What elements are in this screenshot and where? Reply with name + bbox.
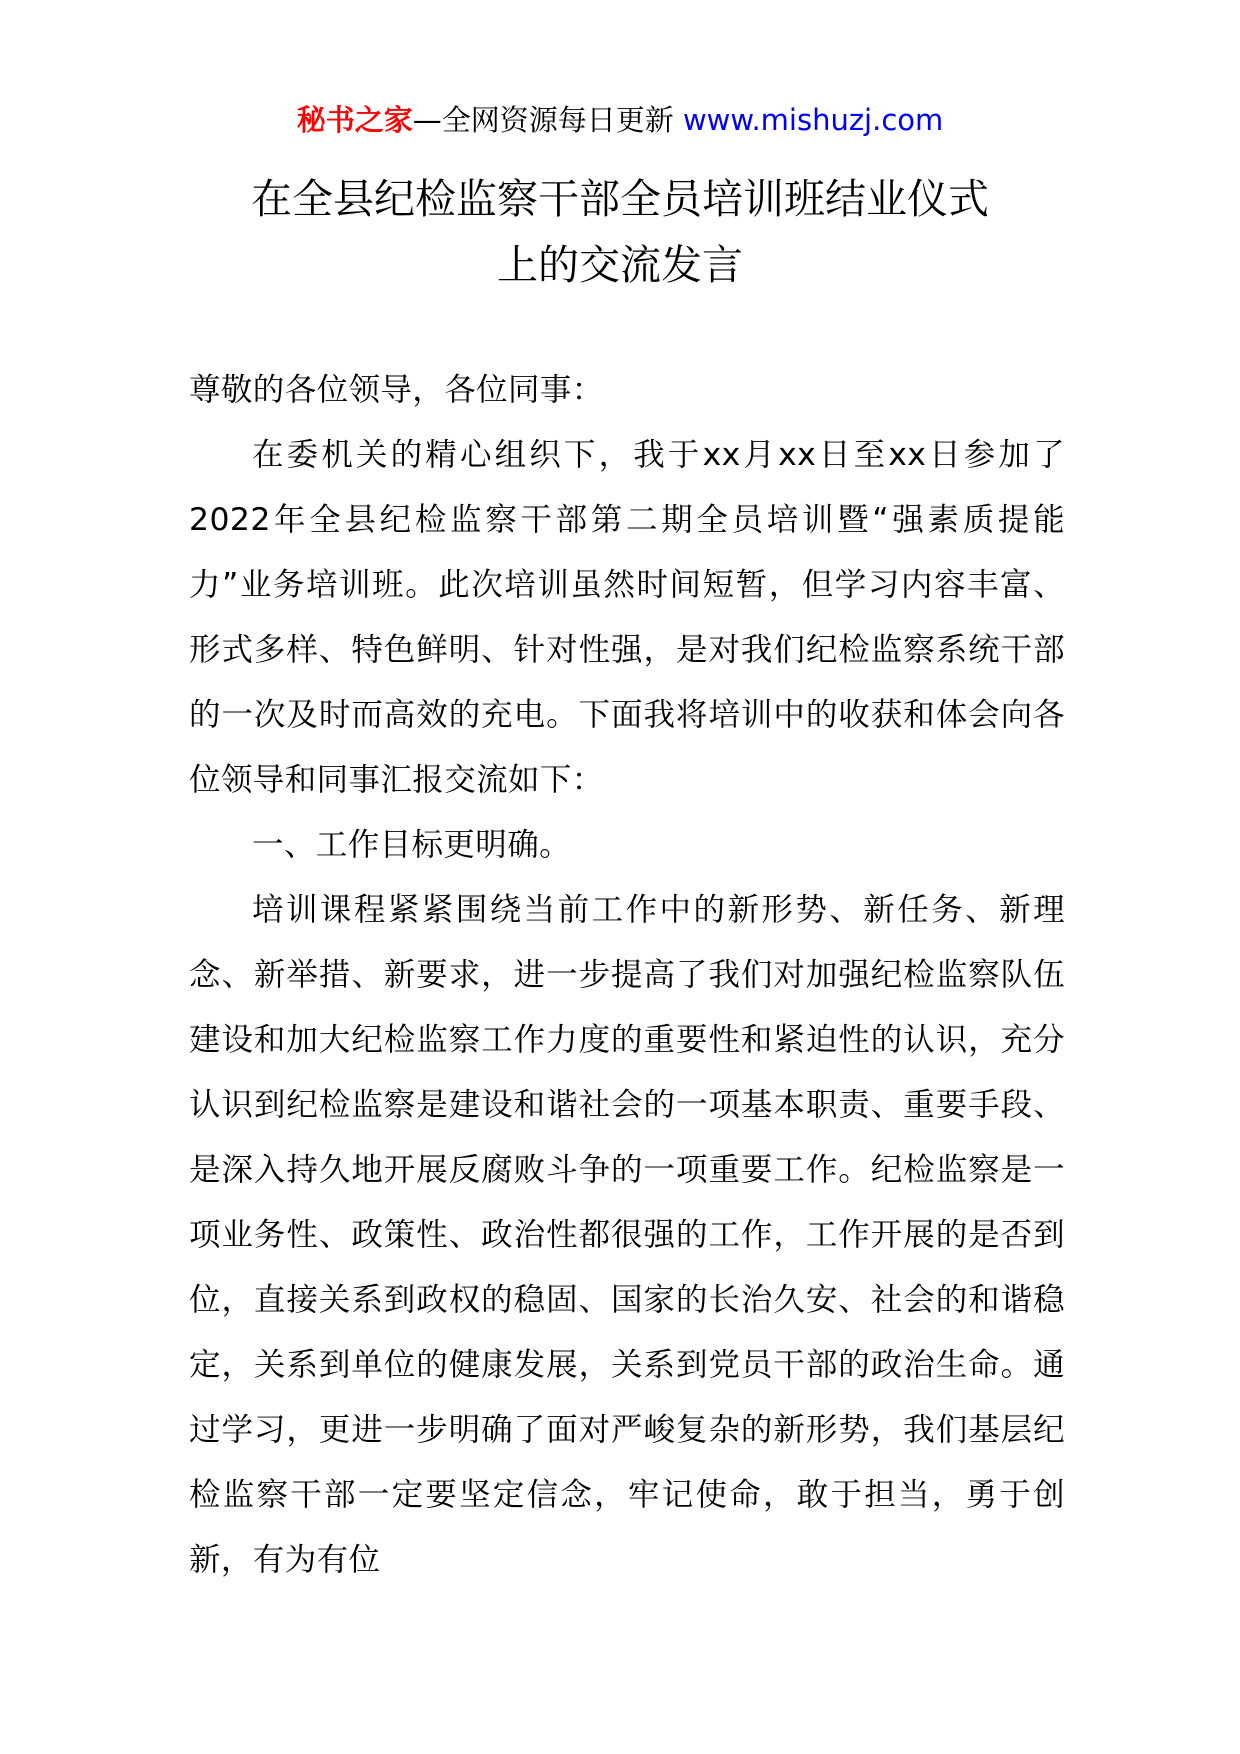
section-heading-1: 一、工作目标更明确。 <box>252 827 572 863</box>
site-url-link[interactable]: www.mishuzj.com <box>682 103 944 137</box>
paragraph-section-1: 培训课程紧紧围绕当前工作中的新形势、新任务、新理念、新举措、新要求，进一步提高了我们对加强纪检监察队伍建设和加大纪检监察工作力度的重要性和紧迫性的认识，充分认识到纪检监察是建设和谐社会的一项基本职责、重要手段、是深入持久地开展反腐败斗争的一项重要工作。纪检监察是一项业务性、政策性、政治性都很强的工作，工作开展的是否到位，直接关系到政权的稳固、国家的长治久安、社会的和谐稳定，关系到单位的健康发展，关系到党员干部的政治生命。通过学习，更进一步明确了面对严峻复杂的新形势，我们基层纪检监察干部一定要坚定信念，牢记使命，敢于担当，勇于创新，有为有位 <box>189 892 1065 1578</box>
header-tagline: —全网资源每日更新 <box>412 103 674 137</box>
document-body <box>189 358 1065 1593</box>
title-line-1: 在全县纪检监察干部全员培训班结业仪式 <box>251 175 989 223</box>
site-header <box>0 100 1240 140</box>
title-line-2: 上的交流发言 <box>497 241 743 289</box>
document-title <box>150 166 1090 298</box>
brand-name: 秘书之家 <box>296 103 413 137</box>
salutation: 尊敬的各位领导，各位同事： <box>189 372 604 408</box>
paragraph-intro: 在委机关的精心组织下，我于xx月xx日至xx日参加了2022年全县纪检监察干部第二期全员培训暨“强素质提能力”业务培训班。此次培训虽然时间短暂，但学习内容丰富、形式多样、特色鲜明、针对性强，是对我们纪检监察系统干部的一次及时而高效的充电。下面我将培训中的收获和体会向各位领导和同事汇报交流如下： <box>189 437 1065 798</box>
